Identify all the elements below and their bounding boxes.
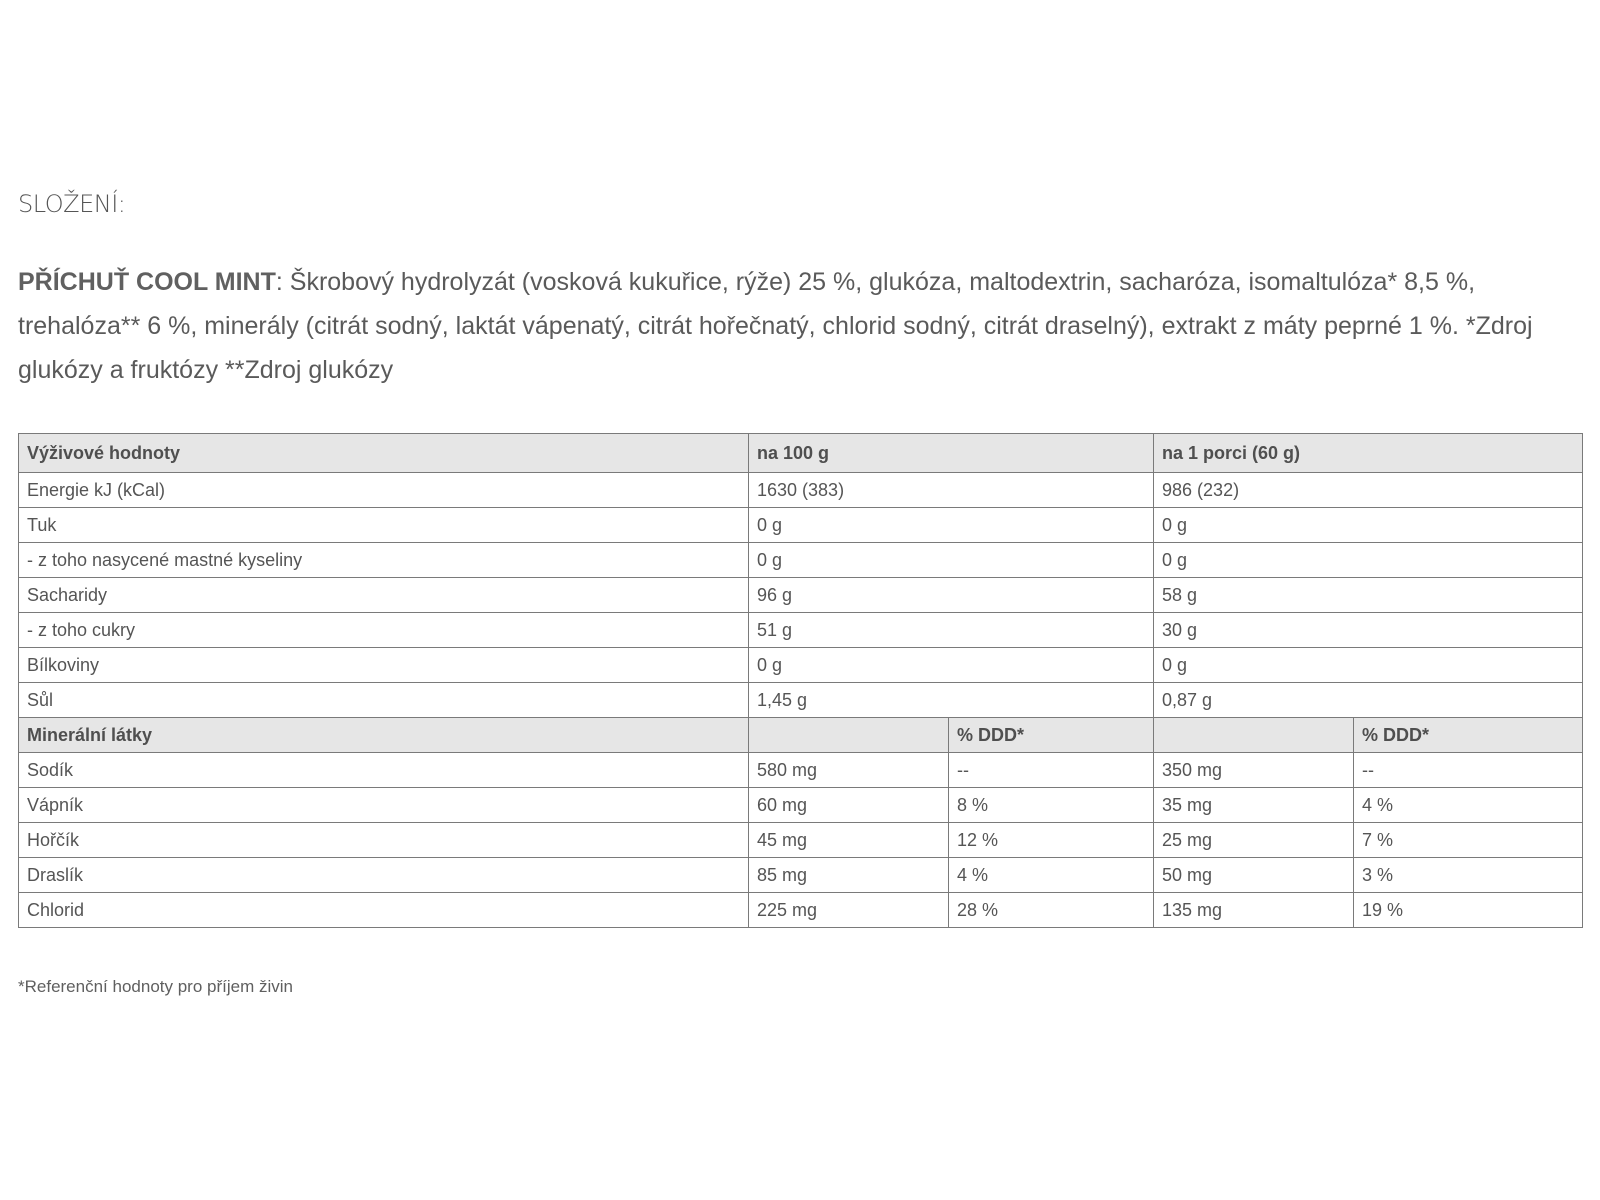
- nutrient-name: - z toho cukry: [19, 613, 749, 648]
- mineral-ddd-per-100g: 8 %: [949, 788, 1154, 823]
- nutrition-table-body: [19, 434, 1583, 928]
- nutrient-name: Sacharidy: [19, 578, 749, 613]
- mineral-per-100g: 85 mg: [749, 858, 949, 893]
- mineral-name: Chlorid: [19, 893, 749, 928]
- mineral-per-portion: 350 mg: [1154, 753, 1354, 788]
- nutrient-name: Tuk: [19, 508, 749, 543]
- header-cell-ddd: % DDD*: [1354, 718, 1583, 753]
- value-per-portion: 58 g: [1154, 578, 1583, 613]
- header-cell-nutrient: Výživové hodnoty: [19, 434, 749, 473]
- mineral-ddd-per-portion: 7 %: [1354, 823, 1583, 858]
- value-per-portion: 0,87 g: [1154, 683, 1583, 718]
- value-per-portion: 986 (232): [1154, 473, 1583, 508]
- mineral-per-100g: 225 mg: [749, 893, 949, 928]
- header-cell-minerals: Minerální látky: [19, 718, 749, 753]
- mineral-ddd-per-100g: 12 %: [949, 823, 1154, 858]
- nutrient-name: Bílkoviny: [19, 648, 749, 683]
- nutrition-row: [19, 508, 1583, 543]
- mineral-per-100g: 60 mg: [749, 788, 949, 823]
- mineral-per-portion: 135 mg: [1154, 893, 1354, 928]
- value-per-portion: 0 g: [1154, 648, 1583, 683]
- mineral-per-100g: 580 mg: [749, 753, 949, 788]
- nutrient-name: Energie kJ (kCal): [19, 473, 749, 508]
- footnote: *Referenční hodnoty pro příjem živin: [18, 977, 293, 996]
- value-per-portion: 30 g: [1154, 613, 1583, 648]
- nutrient-name: Sůl: [19, 683, 749, 718]
- section-heading: SLOŽENÍ:: [18, 190, 126, 218]
- mineral-name: Hořčík: [19, 823, 749, 858]
- mineral-per-portion: 35 mg: [1154, 788, 1354, 823]
- nutrition-header-row: [19, 434, 1583, 473]
- mineral-row: [19, 788, 1583, 823]
- header-cell-empty: [749, 718, 949, 753]
- mineral-ddd-per-portion: 4 %: [1354, 788, 1583, 823]
- header-cell-ddd: % DDD*: [949, 718, 1154, 753]
- value-per-100g: 1630 (383): [749, 473, 1154, 508]
- mineral-ddd-per-100g: --: [949, 753, 1154, 788]
- header-cell-per-portion: na 1 porci (60 g): [1154, 434, 1583, 473]
- value-per-100g: 0 g: [749, 543, 1154, 578]
- value-per-100g: 0 g: [749, 648, 1154, 683]
- mineral-ddd-per-portion: --: [1354, 753, 1583, 788]
- mineral-row: [19, 753, 1583, 788]
- mineral-per-portion: 50 mg: [1154, 858, 1354, 893]
- minerals-header-row: [19, 718, 1583, 753]
- mineral-per-portion: 25 mg: [1154, 823, 1354, 858]
- nutrition-row: [19, 578, 1583, 613]
- flavor-label: PŘÍCHUŤ COOL MINT: [18, 268, 276, 296]
- nutrition-table: [18, 433, 1583, 928]
- nutrition-row: [19, 543, 1583, 578]
- composition-text: [18, 260, 1548, 392]
- value-per-100g: 0 g: [749, 508, 1154, 543]
- mineral-ddd-per-portion: 19 %: [1354, 893, 1583, 928]
- nutrition-row: [19, 648, 1583, 683]
- header-cell-per-100g: na 100 g: [749, 434, 1154, 473]
- mineral-ddd-per-100g: 4 %: [949, 858, 1154, 893]
- nutrient-name: - z toho nasycené mastné kyseliny: [19, 543, 749, 578]
- value-per-portion: 0 g: [1154, 543, 1583, 578]
- value-per-100g: 1,45 g: [749, 683, 1154, 718]
- nutrition-row: [19, 473, 1583, 508]
- value-per-100g: 96 g: [749, 578, 1154, 613]
- mineral-per-100g: 45 mg: [749, 823, 949, 858]
- value-per-100g: 51 g: [749, 613, 1154, 648]
- mineral-name: Draslík: [19, 858, 749, 893]
- mineral-name: Vápník: [19, 788, 749, 823]
- mineral-name: Sodík: [19, 753, 749, 788]
- mineral-ddd-per-100g: 28 %: [949, 893, 1154, 928]
- mineral-ddd-per-portion: 3 %: [1354, 858, 1583, 893]
- mineral-row: [19, 823, 1583, 858]
- header-cell-empty: [1154, 718, 1354, 753]
- mineral-row: [19, 858, 1583, 893]
- value-per-portion: 0 g: [1154, 508, 1583, 543]
- nutrition-row: [19, 613, 1583, 648]
- ingredients-list: : Škrobový hydrolyzát (vosková kukuřice, rýže) 25 %, glukóza, maltodextrin, sacharóza, isomaltulóza* 8,5 %, trehalóza** 6 %, minerály (citrát sodný, laktát vápenatý, citrát hořečnatý, chlorid sodný, citrát draselný), extrakt z máty peprné 1 %. *Zdroj glukózy a fruktózy **Zdroj glukózy: [18, 268, 1533, 384]
- nutrition-row: [19, 683, 1583, 718]
- mineral-row: [19, 893, 1583, 928]
